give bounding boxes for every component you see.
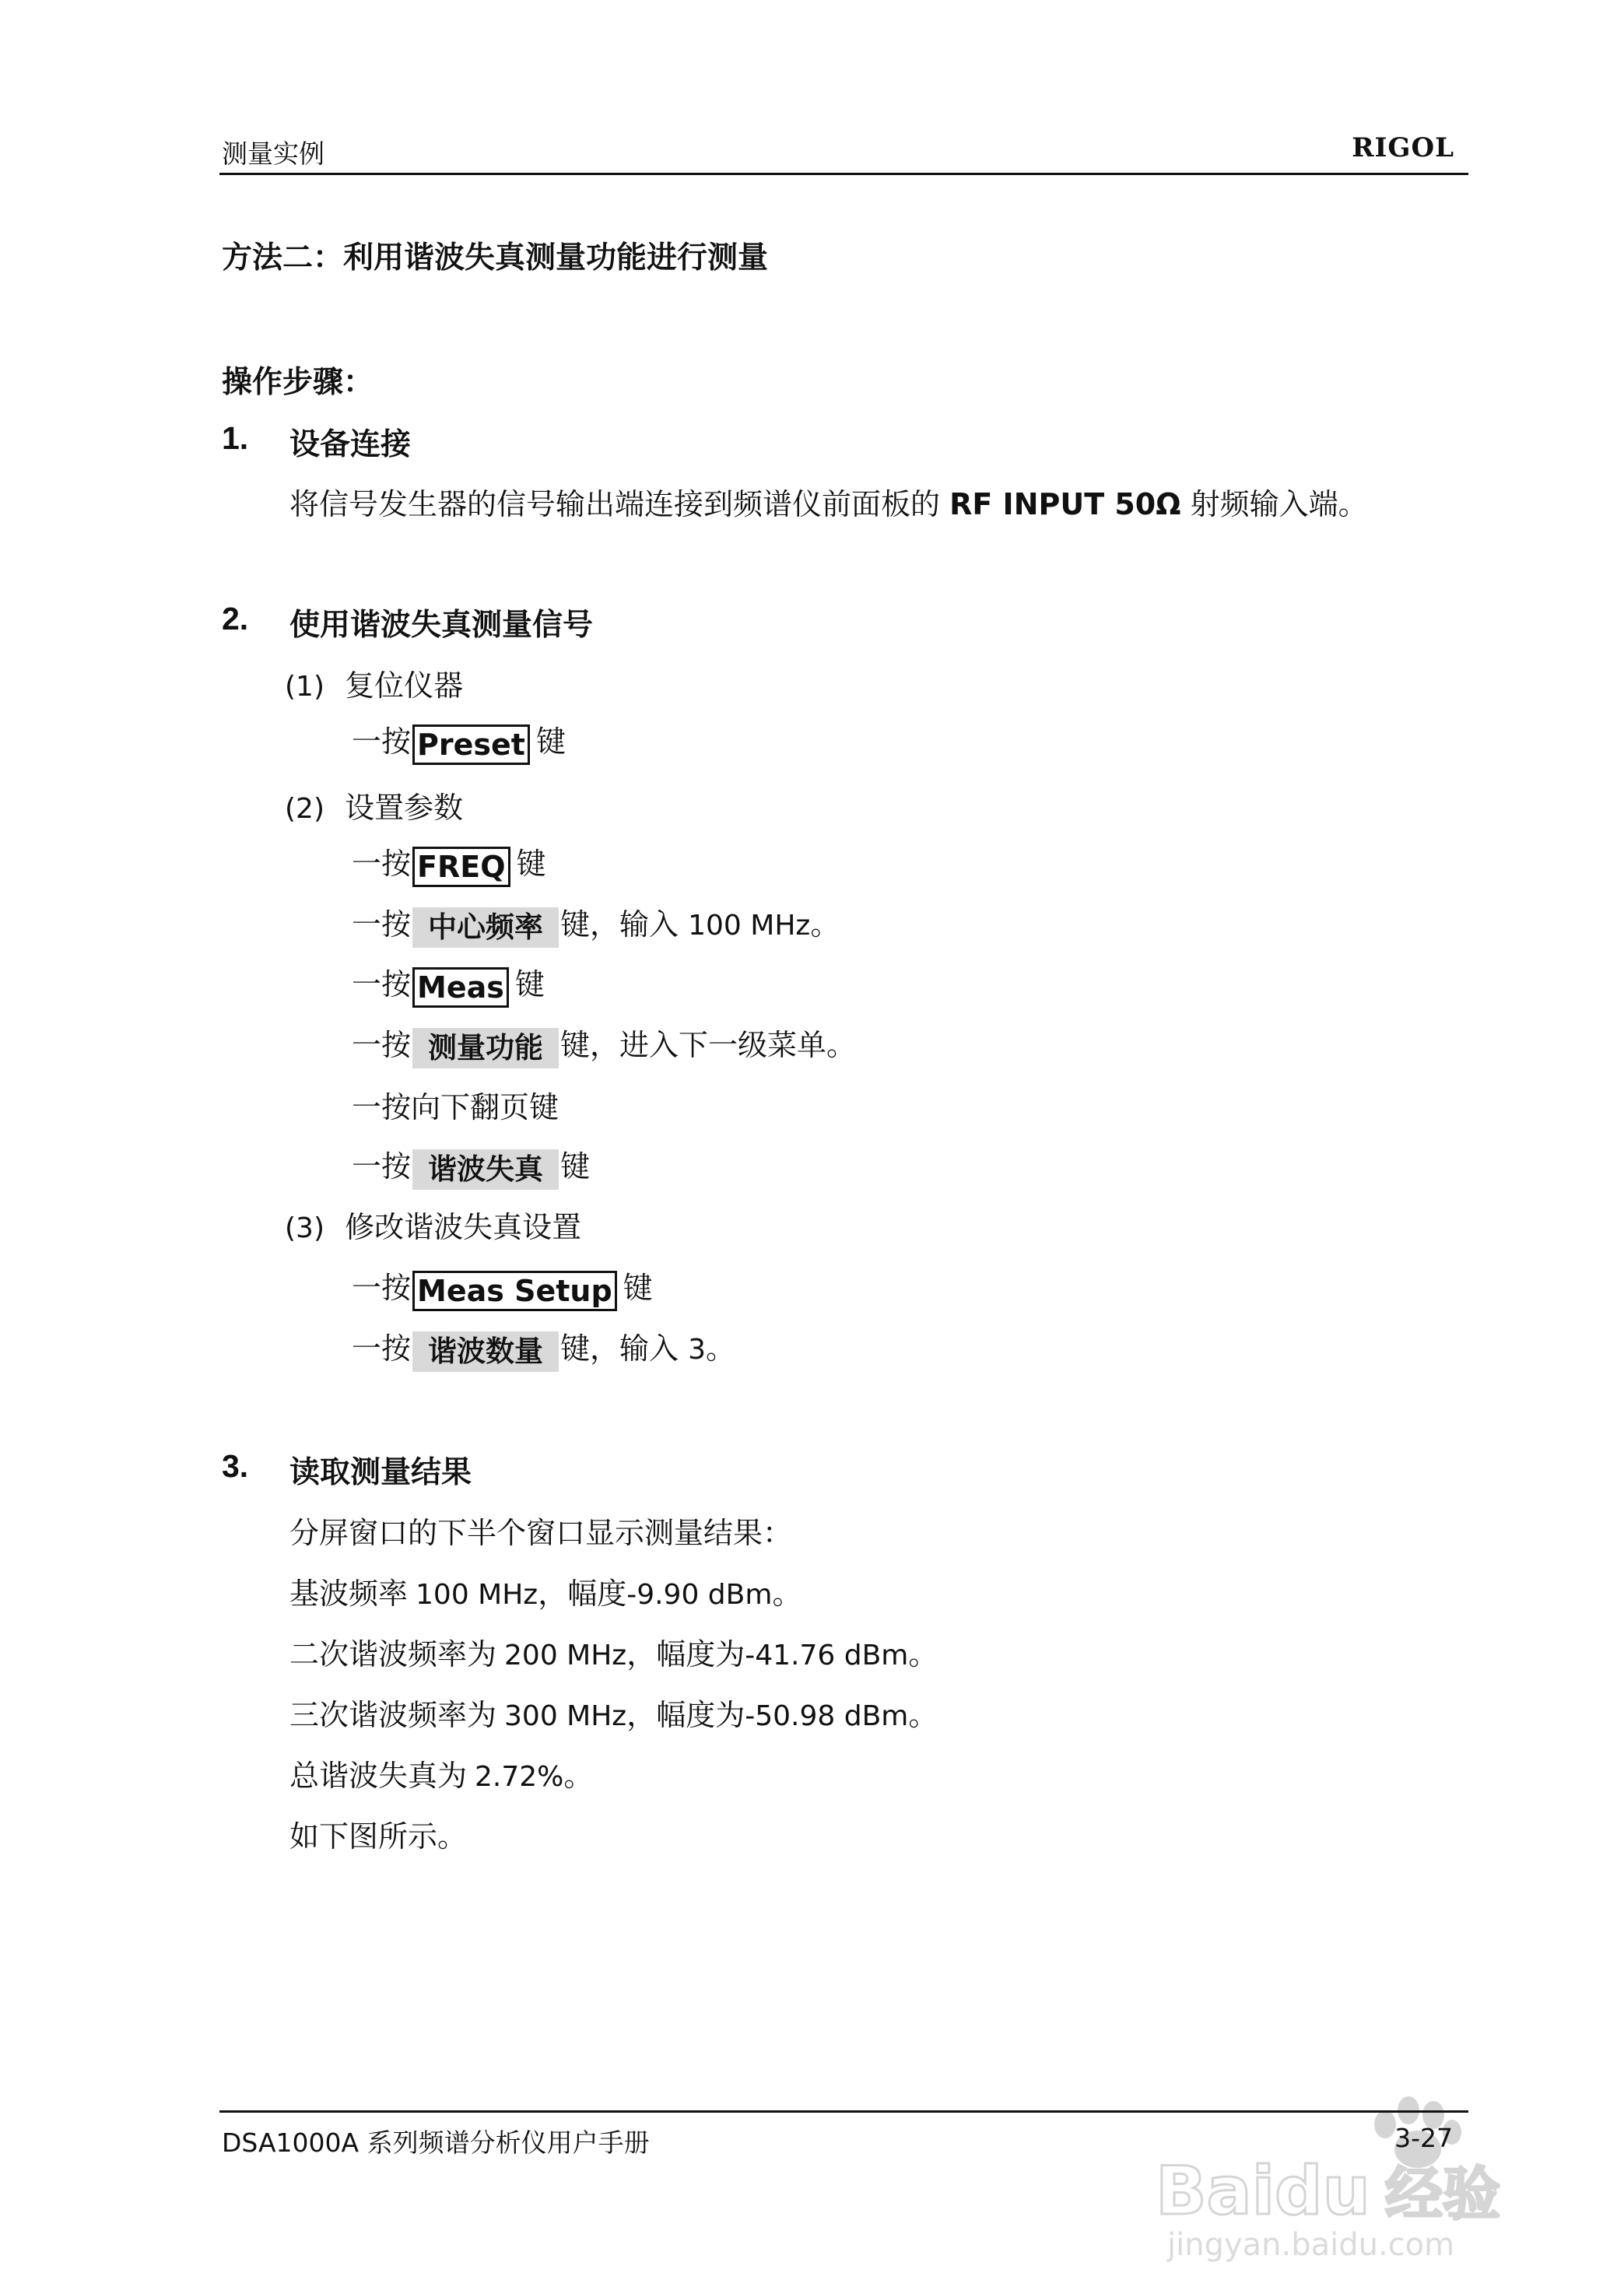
freq-key: FREQ — [412, 847, 510, 887]
rf-input-label: RF INPUT 50Ω — [949, 487, 1181, 521]
watermark-brand: Baidu — [1156, 2152, 1370, 2230]
watermark-url: jingyan.baidu.com — [1167, 2227, 1455, 2263]
step-1-heading — [222, 420, 248, 457]
header-divider — [219, 173, 1468, 175]
instruction-page-down: 一按向下翻页键 — [352, 1090, 559, 1124]
harmonic-distortion-softkey: 谐波失真 — [412, 1149, 559, 1190]
step-1-text: 将信号发生器的信号输出端连接到频谱仪前面板的 RF INPUT 50Ω 射频输入端。 — [289, 487, 1368, 521]
brand-logo: RIGOL — [1352, 132, 1454, 163]
step-3-title: 读取测量结果 — [289, 1455, 472, 1490]
step-2-title: 使用谐波失真测量信号 — [289, 608, 594, 643]
footer-manual-title: DSA1000A 系列频谱分析仪用户手册 — [222, 2127, 650, 2158]
result-thd: 总谐波失真为 2.72%。 — [289, 1759, 594, 1793]
method-title: 方法二：利用谐波失真测量功能进行测量 — [222, 240, 769, 275]
result-2nd-harmonic: 二次谐波频率为 200 MHz，幅度为-41.76 dBm。 — [289, 1637, 938, 1671]
meas-setup-key: Meas Setup — [412, 1271, 617, 1311]
page-number: 3-27 — [1394, 2123, 1453, 2153]
instruction-meas-func: 一按 测量功能 键，进入下一级菜单。 — [352, 1021, 856, 1068]
result-intro: 分屏窗口的下半个窗口显示测量结果： — [289, 1516, 793, 1550]
instruction-meas-setup: 一按 Meas Setup 键 — [352, 1264, 653, 1311]
meas-func-softkey: 测量功能 — [412, 1028, 559, 1068]
step-number: 1. — [222, 420, 249, 456]
instruction-preset: 一按 Preset 键 — [352, 717, 566, 765]
instruction-freq: 一按 FREQ 键 — [352, 840, 546, 887]
instruction-harmonic-num: 一按 谐波数量 键，输入 3。 — [352, 1324, 735, 1372]
step-3-heading: 3. — [222, 1448, 249, 1484]
harmonic-num-softkey: 谐波数量 — [412, 1331, 559, 1372]
instruction-center-freq: 一按 中心频率 键，输入 100 MHz。 — [352, 900, 840, 948]
center-freq-softkey: 中心频率 — [412, 907, 559, 948]
result-fundamental: 基波频率 100 MHz，幅度-9.90 dBm。 — [289, 1577, 802, 1611]
preset-key: Preset — [412, 724, 530, 765]
steps-label: 操作步骤： — [222, 365, 374, 400]
result-3rd-harmonic: 三次谐波频率为 300 MHz，幅度为-50.98 dBm。 — [289, 1698, 938, 1732]
watermark-cn: 经验 — [1385, 2161, 1500, 2228]
header-section-title: 测量实例 — [222, 139, 324, 169]
baidu-jingyan-watermark — [1152, 2054, 1556, 2264]
step-1-title: 设备连接 — [289, 427, 412, 462]
instruction-meas: 一按 Meas 键 — [352, 960, 545, 1008]
substep-3: (3) 修改谐波失真设置 — [285, 1210, 582, 1244]
step-2-heading: 2. — [222, 601, 249, 637]
instruction-harmonic: 一按 谐波失真 键 — [352, 1142, 590, 1190]
meas-key: Meas — [412, 967, 509, 1008]
footer-divider — [219, 2110, 1468, 2113]
substep-1: (1) 复位仪器 — [285, 668, 464, 703]
substep-2: (2) 设置参数 — [285, 791, 464, 825]
result-figure-ref: 如下图所示。 — [289, 1819, 468, 1854]
